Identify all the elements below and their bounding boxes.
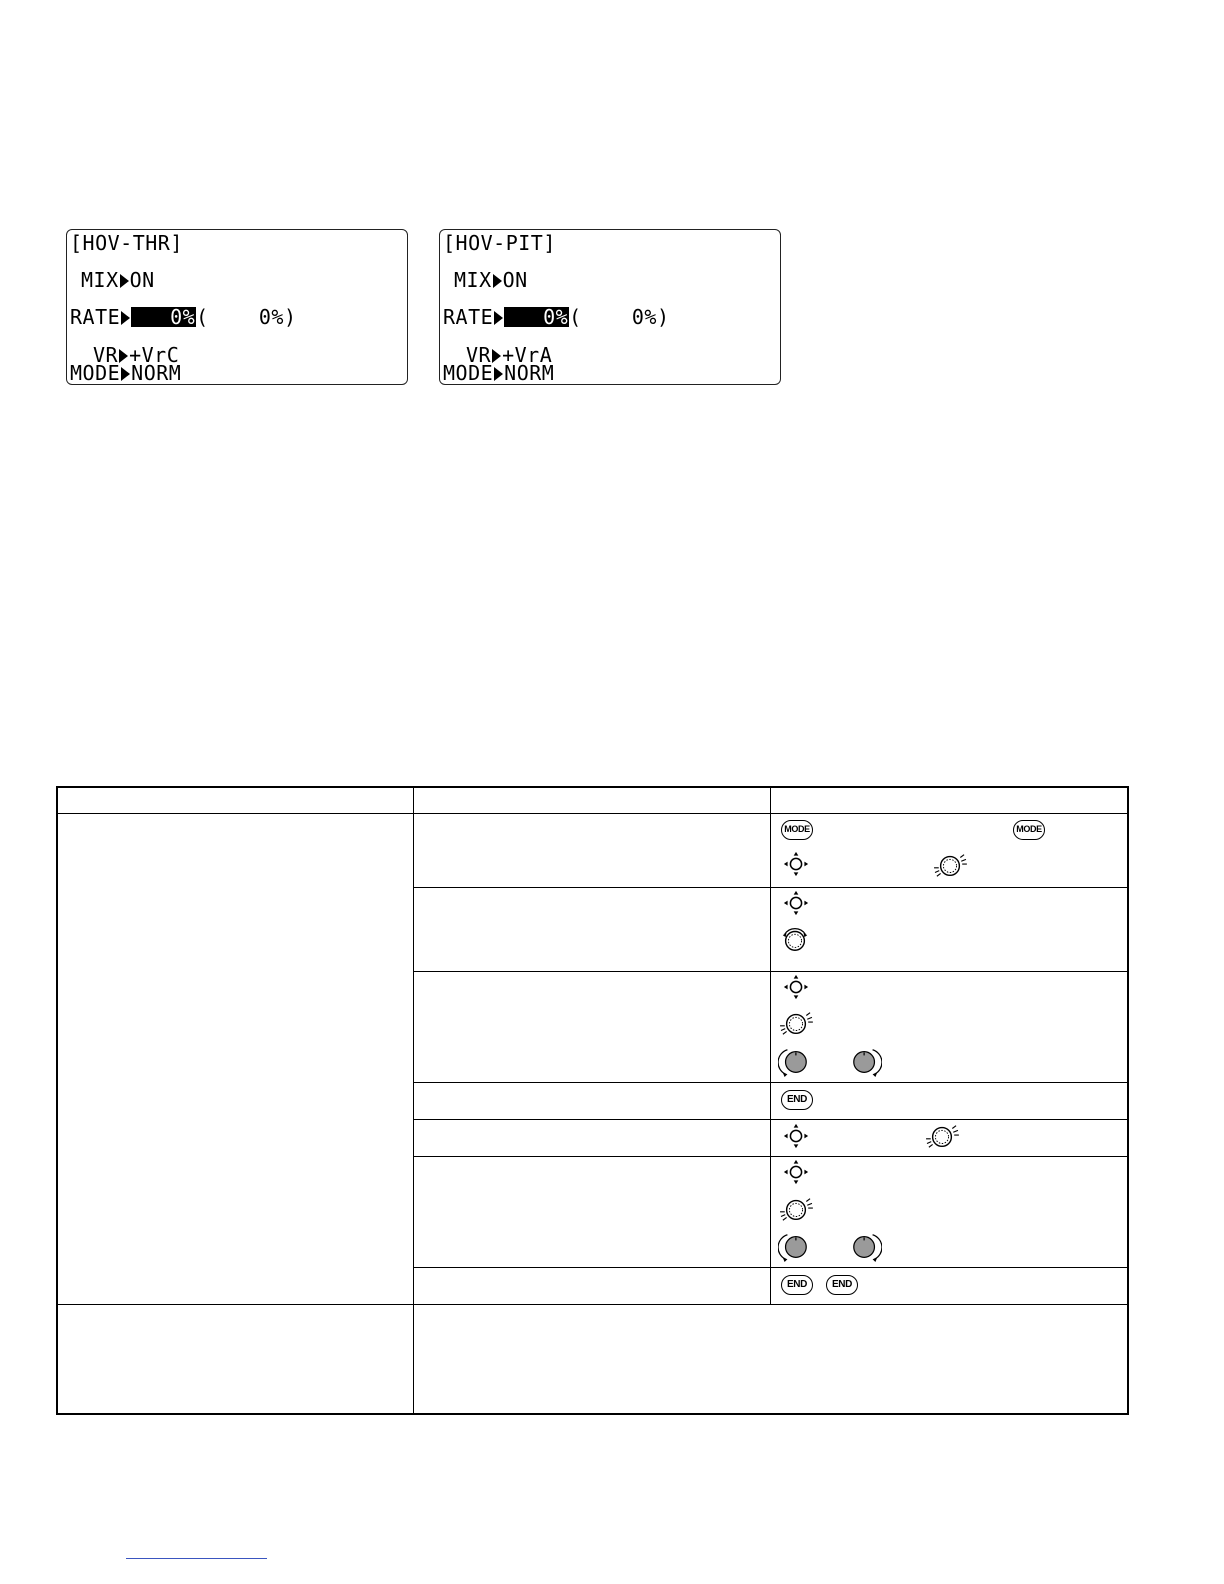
arrow-right-icon (121, 311, 130, 325)
dial-press-icon[interactable] (931, 850, 969, 880)
vr-row: VR +VrC (93, 343, 180, 367)
rate-row: RATE 0%( 0%) (70, 305, 297, 329)
end-button[interactable]: END (781, 1090, 813, 1110)
row-divider (413, 1119, 1129, 1120)
vr-row: VR +VrA (466, 343, 553, 367)
screen-title: [HOV-PIT] (443, 231, 556, 255)
table-frame (56, 786, 1129, 1415)
cursor-pad-icon[interactable] (782, 889, 810, 917)
knob-cw-icon[interactable] (850, 1231, 882, 1263)
column-divider (413, 786, 414, 1415)
cursor-pad-icon[interactable] (782, 850, 810, 878)
rate-value-highlight: 0% (504, 307, 569, 327)
column-divider (770, 786, 771, 1304)
cursor-pad-icon[interactable] (782, 1158, 810, 1186)
mix-row: MIX ON (81, 268, 155, 292)
arrow-right-icon (121, 367, 130, 381)
mode-button[interactable]: MODE (1013, 820, 1045, 840)
dial-press-icon[interactable] (777, 1194, 815, 1224)
arrow-right-icon (119, 349, 128, 363)
row-divider (413, 887, 1129, 888)
knob-ccw-icon[interactable] (778, 1231, 810, 1263)
header-row-divider (56, 813, 1129, 814)
dial-press-icon[interactable] (777, 1008, 815, 1038)
rate-value-highlight: 0% (131, 307, 196, 327)
mode-row: MODE NORM (70, 361, 182, 385)
end-button[interactable]: END (826, 1275, 858, 1295)
mode-button[interactable]: MODE (781, 820, 813, 840)
cursor-pad-icon[interactable] (782, 1122, 810, 1150)
dial-press-icon[interactable] (923, 1121, 961, 1151)
dial-turn-icon[interactable] (780, 924, 810, 954)
arrow-right-icon (120, 274, 129, 288)
rate-row: RATE 0%( 0%) (443, 305, 670, 329)
knob-ccw-icon[interactable] (778, 1046, 810, 1078)
lcd-screen-hov-thr (66, 229, 408, 385)
row-divider (413, 1156, 1129, 1157)
footer-link-underline (126, 1558, 267, 1559)
row-divider (413, 971, 1129, 972)
knob-cw-icon[interactable] (850, 1046, 882, 1078)
row-divider (413, 1267, 1129, 1268)
arrow-right-icon (494, 367, 503, 381)
end-button[interactable]: END (781, 1275, 813, 1295)
cursor-pad-icon[interactable] (782, 973, 810, 1001)
row-divider (56, 1304, 1129, 1305)
row-divider (413, 1082, 1129, 1083)
screen-title: [HOV-THR] (70, 231, 183, 255)
lcd-screen-hov-pit (439, 229, 781, 385)
arrow-right-icon (493, 274, 502, 288)
mode-row: MODE NORM (443, 361, 555, 385)
arrow-right-icon (494, 311, 503, 325)
arrow-right-icon (492, 349, 501, 363)
mix-row: MIX ON (454, 268, 528, 292)
procedure-table (56, 786, 1129, 1415)
